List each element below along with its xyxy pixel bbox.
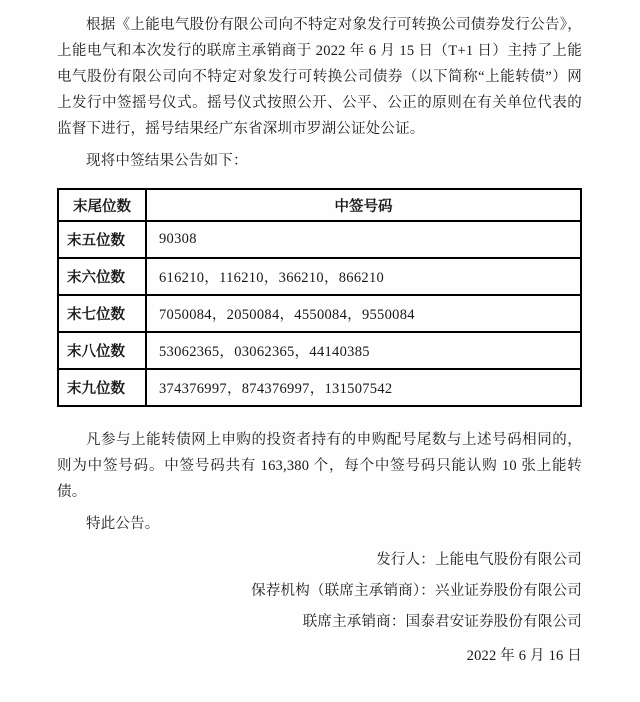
table-row bbox=[58, 295, 581, 332]
row-label-last-5-digits: 末五位数 bbox=[58, 221, 146, 258]
paragraph-allotment-note: 凡参与上能转债网上申购的投资者持有的申购配号尾数与上述号码相同的，则为中签号码。中签号码共有 163,380 个，每个中签号码只能认购 10 张上能转债。 bbox=[57, 432, 582, 500]
row-numbers-last-6-digits: 616210，116210，366210，866210 bbox=[146, 258, 581, 295]
lottery-results-table bbox=[57, 188, 582, 407]
table-header-winning-numbers: 中签号码 bbox=[146, 189, 581, 221]
sponsor-line: 保荐机构（联席主承销商）：兴业证券股份有限公司 bbox=[251, 583, 582, 599]
row-numbers-last-8-digits: 53062365，03062365，44140385 bbox=[146, 332, 581, 369]
table-row bbox=[58, 221, 581, 258]
date-line: 2022 年 6 月 16 日 bbox=[466, 648, 582, 664]
row-label-last-9-digits: 末九位数 bbox=[58, 369, 146, 406]
paragraph-intro: 根据《上能电气股份有限公司向不特定对象发行可转换公司债券发行公告》，上能电气和本次发行的联席主承销商于 2022 年 6 月 15 日（T+1 日）主持了上能电气股份有限公司向不特定对象发行可转换公司债券（以下简称“上能转债”）网上发行中签摇号仪式。摇号仪式按照公开、公平、公正的原则在有关单位代表的监督下进行，摇号结果经广东省深圳市罗湖公证处公证。 bbox=[57, 17, 582, 137]
table-row bbox=[58, 332, 581, 369]
issuer-line: 发行人：上能电气股份有限公司 bbox=[376, 552, 582, 568]
row-label-last-6-digits: 末六位数 bbox=[58, 258, 146, 295]
table-header-digits: 末尾位数 bbox=[58, 189, 146, 221]
table-header-row bbox=[58, 189, 581, 221]
row-numbers-last-7-digits: 7050084，2050084，4550084，9550084 bbox=[146, 295, 581, 332]
table-row bbox=[58, 258, 581, 295]
co-underwriter-line: 联席主承销商：国泰君安证券股份有限公司 bbox=[302, 614, 582, 630]
signature-block bbox=[57, 545, 582, 671]
table-row bbox=[58, 369, 581, 406]
paragraph-results-lead: 现将中签结果公告如下： bbox=[86, 153, 248, 169]
row-numbers-last-5-digits: 90308 bbox=[146, 221, 581, 258]
row-numbers-last-9-digits: 374376997，874376997，131507542 bbox=[146, 369, 581, 406]
paragraph-closing: 特此公告。 bbox=[86, 516, 160, 532]
row-label-last-8-digits: 末八位数 bbox=[58, 332, 146, 369]
row-label-last-7-digits: 末七位数 bbox=[58, 295, 146, 332]
